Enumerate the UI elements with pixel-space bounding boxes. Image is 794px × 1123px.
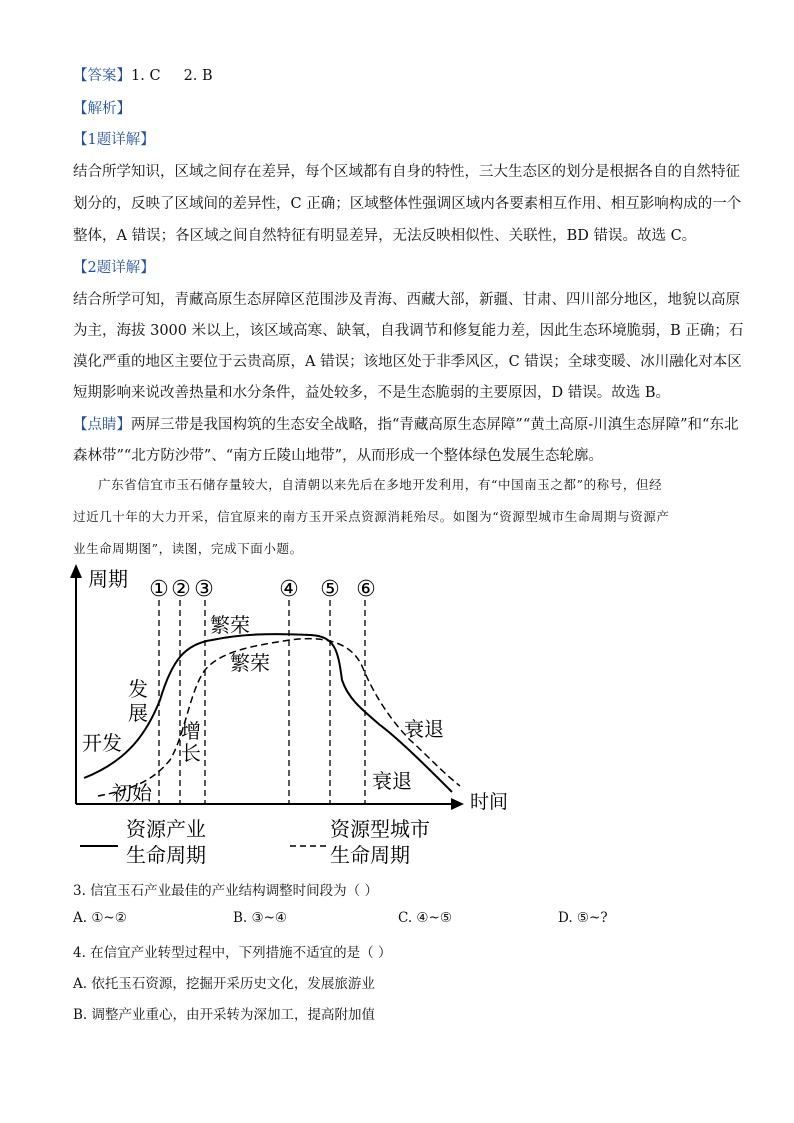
q1-line: 划分的，反映了区域间的差异性，C 正确；区域整体性强调区域内各要素相互作用、相互影响构成的一个 — [73, 196, 742, 212]
x-axis-label: 时间 — [470, 791, 509, 813]
answer-line — [73, 64, 723, 85]
comment-text: 两屏三带是我国构筑的生态安全战略，指“青藏高原生态屏障”“黄土高原-川滇生态屏障”和“东北 — [131, 417, 739, 433]
legend-label: 资源产业 — [126, 817, 206, 841]
comment-line: 森林带”“北方防沙带”、“南方丘陵山地带”，从而形成一个整体绿色发展生态轮廓。 — [73, 448, 604, 464]
marker-label: ③ — [194, 577, 214, 602]
y-axis-label: 周期 — [88, 567, 128, 591]
q4-option-b: B. 调整产业重心，由开采转为深加工，提高附加值 — [73, 1007, 376, 1023]
stage-label: 开发 — [82, 731, 122, 755]
q1-heading: 【1题详解】 — [73, 132, 155, 148]
life-cycle-figure — [0, 560, 794, 880]
q2-heading: 【2题详解】 — [73, 260, 155, 276]
stage-label: 增 — [181, 719, 201, 743]
x-axis-arrow — [451, 798, 464, 810]
q3-option-c: C. ④~⑤ — [398, 910, 452, 926]
stage-label: 衰退 — [372, 769, 412, 793]
q3-option-a: A. ①~② — [73, 910, 127, 926]
q3-option-d: D. ⑤~? — [558, 910, 608, 926]
answer-text: 1. C 2. B — [131, 68, 213, 84]
q1-line: 整体，A 错误；各区域之间自然特征有明显差异，无法反映相似性、关联性，BD 错误。故选 C。 — [73, 228, 697, 244]
marker-label: ⑤ — [320, 577, 340, 602]
q2-line: 漠化严重的地区主要位于云贵高原，A 错误；该地区处于非季风区，C 错误；全球变暖、冰川融化对本区 — [73, 354, 742, 370]
analysis-tag: 【解析】 — [73, 101, 131, 117]
marker-label: ② — [171, 577, 191, 602]
stage-label: 衰退 — [404, 717, 444, 741]
stage-label: 繁荣 — [210, 613, 250, 637]
answer-tag: 【答案】 — [73, 68, 131, 84]
legend-label: 生命周期 — [330, 843, 410, 867]
stage-label: 展 — [128, 701, 148, 725]
legend-label: 生命周期 — [126, 843, 206, 867]
y-axis-arrow — [70, 564, 82, 578]
legend-label: 资源型城市 — [330, 817, 430, 841]
intro-line: 过近几十年的大力开采，信宜原来的南方玉开采点资源消耗殆尽。如图为“资源型城市生命周期与资源产 — [73, 509, 670, 524]
q1-line: 结合所学知识，区域之间存在差异，每个区域都有自身的特性，三大生态区的划分是根据各自的自然特征 — [73, 164, 740, 180]
intro-line: 业生命周期图”，读图，完成下面小题。 — [73, 541, 303, 556]
q2-line: 为主，海拔 3000 米以上，该区域高寒、缺氧，自我调节和修复能力差，因此生态环境脆弱，B 正确；石 — [73, 323, 744, 339]
q4-stem: 4. 在信宜产业转型过程中，下列措施不适宜的是（ ） — [73, 945, 392, 961]
q3-stem: 3. 信宜玉石产业最佳的产业结构调整时间段为（ ） — [73, 883, 378, 899]
marker-label: ① — [149, 577, 169, 602]
stage-label: 繁荣 — [230, 651, 270, 675]
marker-label: ⑥ — [356, 577, 376, 602]
stage-label: 初始 — [112, 781, 152, 805]
comment-line — [73, 413, 739, 434]
comment-tag: 【点睛】 — [73, 417, 131, 433]
stage-label: 发 — [128, 677, 148, 701]
q3-option-b: B. ③~④ — [233, 910, 288, 926]
marker-label: ④ — [279, 577, 299, 602]
q2-line: 短期影响来说改善热量和水分条件，益处较多，不是生态脆弱的主要原因，D 错误。故选 B。 — [73, 385, 670, 401]
q4-option-a: A. 依托玉石资源，挖掘开采历史文化，发展旅游业 — [73, 976, 375, 992]
intro-line: 广东省信宜市玉石储存量较大，自清朝以来先后在多地开发利用，有“中国南玉之都”的称号，但经 — [98, 477, 663, 492]
stage-label: 长 — [181, 741, 201, 765]
q2-line: 结合所学可知，青藏高原生态屏障区范围涉及青海、西藏大部，新疆、甘肃、四川部分地区，地貌以高原 — [73, 292, 740, 308]
